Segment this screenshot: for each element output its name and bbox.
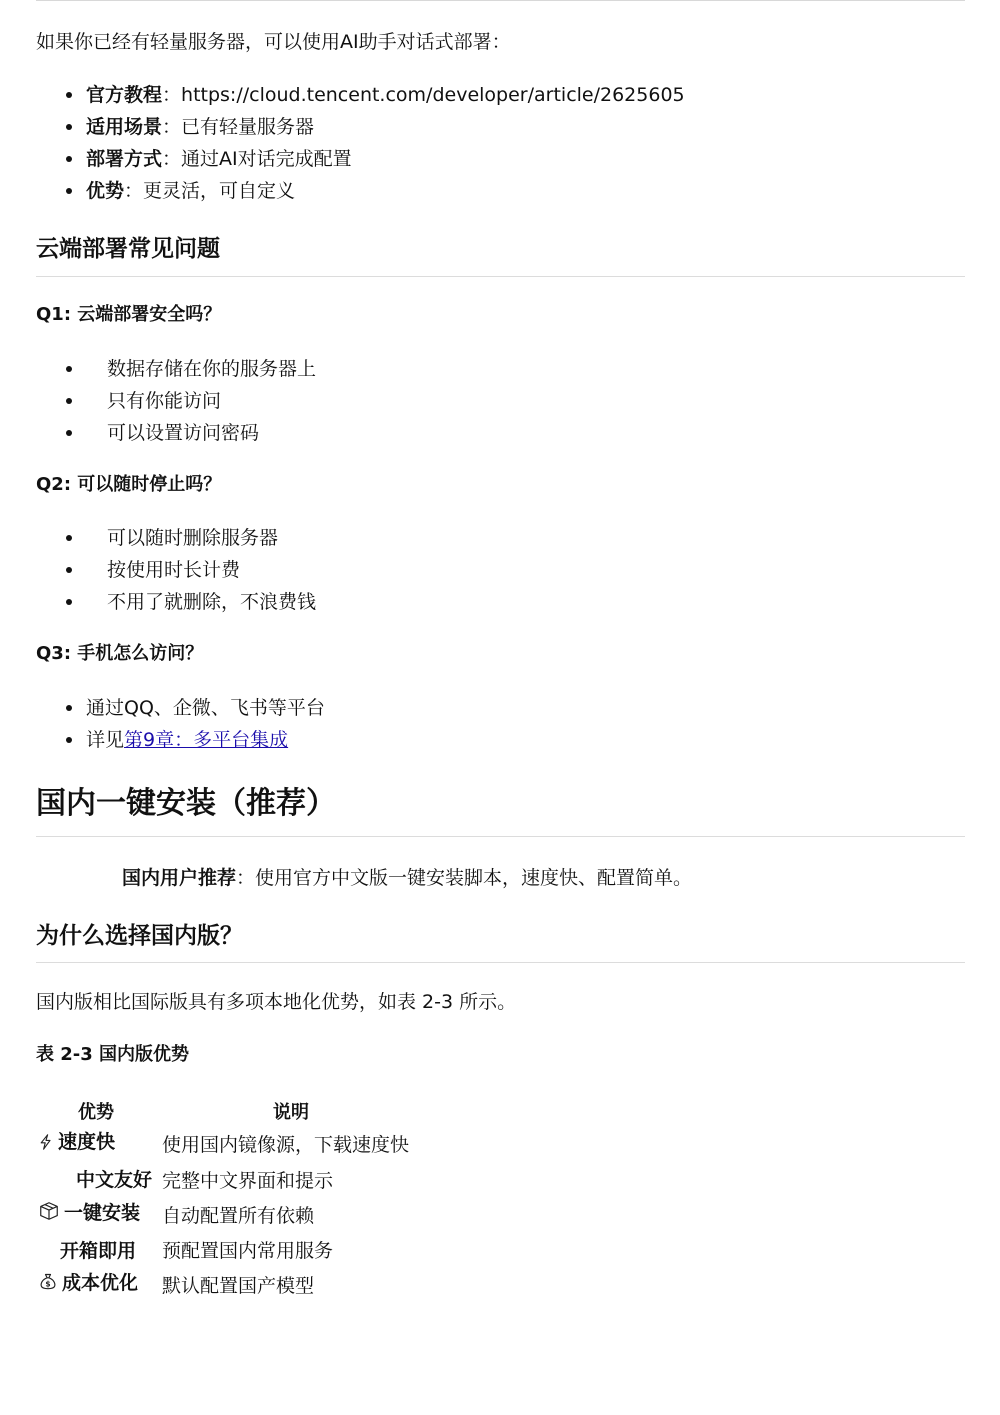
table-header: 说明 <box>273 1102 309 1123</box>
chapter-9-link[interactable]: 第9章：多平台集成 <box>124 729 289 751</box>
section-title: 国内一键安装（推荐） <box>36 786 336 821</box>
heading-divider <box>36 276 965 277</box>
package-icon <box>38 1200 60 1222</box>
table-row-name: 速度快 <box>38 1129 115 1155</box>
table-row-name: 中文友好 <box>76 1169 153 1191</box>
faq-question: Q3: 手机怎么访问？ <box>36 643 204 664</box>
table-header: 优势 <box>78 1102 114 1123</box>
table-row-name: 一键安装 <box>38 1200 140 1226</box>
table-row-desc: 使用国内镜像源，下载速度快 <box>162 1134 410 1156</box>
faq-question: Q2: 可以随时停止吗？ <box>36 474 222 495</box>
why-paragraph: 国内版相比国际版具有多项本地化优势，如表 2-3 所示。 <box>36 991 517 1013</box>
why-heading: 为什么选择国内版？ <box>36 923 243 949</box>
table-row-name: $ 成本优化 <box>38 1270 138 1296</box>
svg-text:$: $ <box>45 1279 51 1289</box>
recommend-note: 国内用户推荐：使用官方中文版一键安装脚本，速度快、配置简单。 <box>122 867 693 889</box>
intro-paragraph: 如果你已经有轻量服务器，可以使用AI助手对话式部署： <box>36 31 511 53</box>
table-row-desc: 自动配置所有依赖 <box>162 1205 315 1227</box>
table-row-desc: 完整中文界面和提示 <box>162 1170 334 1192</box>
table-row-desc: 预配置国内常用服务 <box>162 1240 334 1262</box>
table-row-desc: 默认配置国产模型 <box>162 1275 315 1297</box>
table-caption: 表 2-3 国内版优势 <box>36 1044 190 1065</box>
top-divider <box>36 0 965 1</box>
heading-divider <box>36 836 965 837</box>
heading-divider <box>36 962 965 963</box>
lightning-icon <box>38 1133 54 1151</box>
faq-heading: 云端部署常见问题 <box>36 236 220 262</box>
tutorial-url: https://cloud.tencent.com/developer/article/2625605 <box>181 84 685 106</box>
money-bag-icon <box>38 1272 58 1292</box>
faq-question: Q1: 云端部署安全吗？ <box>36 304 222 325</box>
table-row-name: 开箱即用 <box>60 1240 137 1262</box>
